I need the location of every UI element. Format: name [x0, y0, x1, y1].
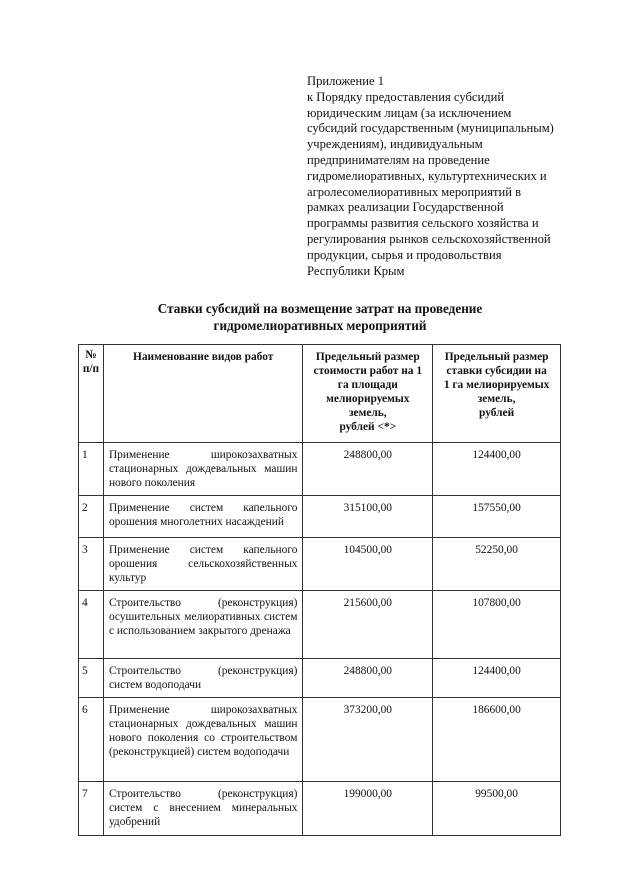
header-rate-line: Предельный размер [444, 351, 549, 363]
row-cost: 248800,00 [303, 443, 433, 496]
row-name: Строительство (реконструкция) систем водоподачи [103, 659, 302, 698]
appendix-header [307, 74, 569, 279]
row-cost: 215600,00 [303, 591, 433, 659]
row-num: 4 [79, 591, 104, 659]
header-name: Наименование видов работ [103, 345, 302, 443]
row-name: Применение систем капельного орошения многолетних насаждений [103, 496, 302, 538]
row-name: Строительство (реконструкция) систем с внесением минеральных удобрений [103, 782, 302, 836]
header-cost-line: стоимости работ на 1 [313, 365, 423, 377]
header-rate [433, 345, 561, 443]
header-cost-line: земель, [348, 407, 387, 419]
header-rate-line: рублей [479, 407, 515, 419]
header-cost-line: мелиорируемых [326, 393, 410, 405]
row-name: Применение систем капельного орошения сельскохозяйственных культур [103, 538, 302, 591]
appendix-line: регулирования рынков сельскохозяйственной [307, 231, 551, 246]
header-rate-line: земель, [477, 393, 516, 405]
appendix-line: гидромелиоративных, культуртехнических и [307, 168, 547, 183]
header-cost [303, 345, 433, 443]
appendix-line: агролесомелиоративных мероприятий в [307, 184, 522, 199]
table-row [79, 496, 561, 538]
row-rate: 157550,00 [433, 496, 561, 538]
row-rate: 124400,00 [433, 659, 561, 698]
row-cost: 199000,00 [303, 782, 433, 836]
appendix-line: учреждениям), индивидуальным [307, 137, 483, 152]
header-cost-line: га площади [337, 379, 398, 391]
appendix-line: Республики Крым [307, 263, 405, 278]
row-rate: 124400,00 [433, 443, 561, 496]
row-num: 2 [79, 496, 104, 538]
table-row [79, 443, 561, 496]
header-num-line: п/п [82, 363, 100, 375]
row-cost: 104500,00 [303, 538, 433, 591]
appendix-line: предпринимателям на проведение [307, 152, 490, 167]
table-header-row [79, 345, 561, 443]
row-cost: 248800,00 [303, 659, 433, 698]
table-row [79, 782, 561, 836]
appendix-line: к Порядку предоставления субсидий [307, 89, 505, 104]
header-rate-line: ставки субсидии на [446, 365, 547, 377]
row-rate: 99500,00 [433, 782, 561, 836]
appendix-line: юридическим лицам (за исключением [307, 105, 512, 120]
appendix-line: Приложение 1 [307, 74, 385, 88]
header-rate-line: 1 га мелиорируемых [443, 379, 550, 391]
row-rate: 186600,00 [433, 698, 561, 782]
title-line: гидромелиоративных мероприятий [213, 318, 427, 333]
row-cost: 315100,00 [303, 496, 433, 538]
appendix-line: программы развития сельского хозяйства и [307, 216, 539, 231]
row-num: 3 [79, 538, 104, 591]
appendix-line: субсидий государственным (муниципальным) [307, 121, 554, 136]
table-row [79, 538, 561, 591]
row-cost: 373200,00 [303, 698, 433, 782]
appendix-line: продукции, сырья и продовольствия [307, 247, 502, 262]
header-num-line: № [85, 349, 97, 361]
table-row [79, 659, 561, 698]
document-title [60, 300, 580, 334]
header-cost-line: рублей <*> [339, 421, 397, 433]
row-num: 1 [79, 443, 104, 496]
table-row [79, 698, 561, 782]
row-rate: 52250,00 [433, 538, 561, 591]
row-name: Строительство (реконструкция) осушительных мелиоративных систем с использованием закрытого дренажа [103, 591, 302, 659]
row-name: Применение широкозахватных стационарных дождевальных машин нового поколения со строительством (реконструкцией) систем водоподачи [103, 698, 302, 782]
row-num: 5 [79, 659, 104, 698]
header-num [79, 345, 104, 443]
row-num: 7 [79, 782, 104, 836]
appendix-line: рамках реализации Государственной [307, 200, 504, 215]
table-row [79, 591, 561, 659]
title-line: Ставки субсидий на возмещение затрат на проведение [157, 301, 483, 316]
subsidy-rates-table [78, 344, 561, 836]
header-cost-line: Предельный размер [315, 351, 420, 363]
row-num: 6 [79, 698, 104, 782]
row-rate: 107800,00 [433, 591, 561, 659]
row-name: Применение широкозахватных стационарных дождевальных машин нового поколения [103, 443, 302, 496]
